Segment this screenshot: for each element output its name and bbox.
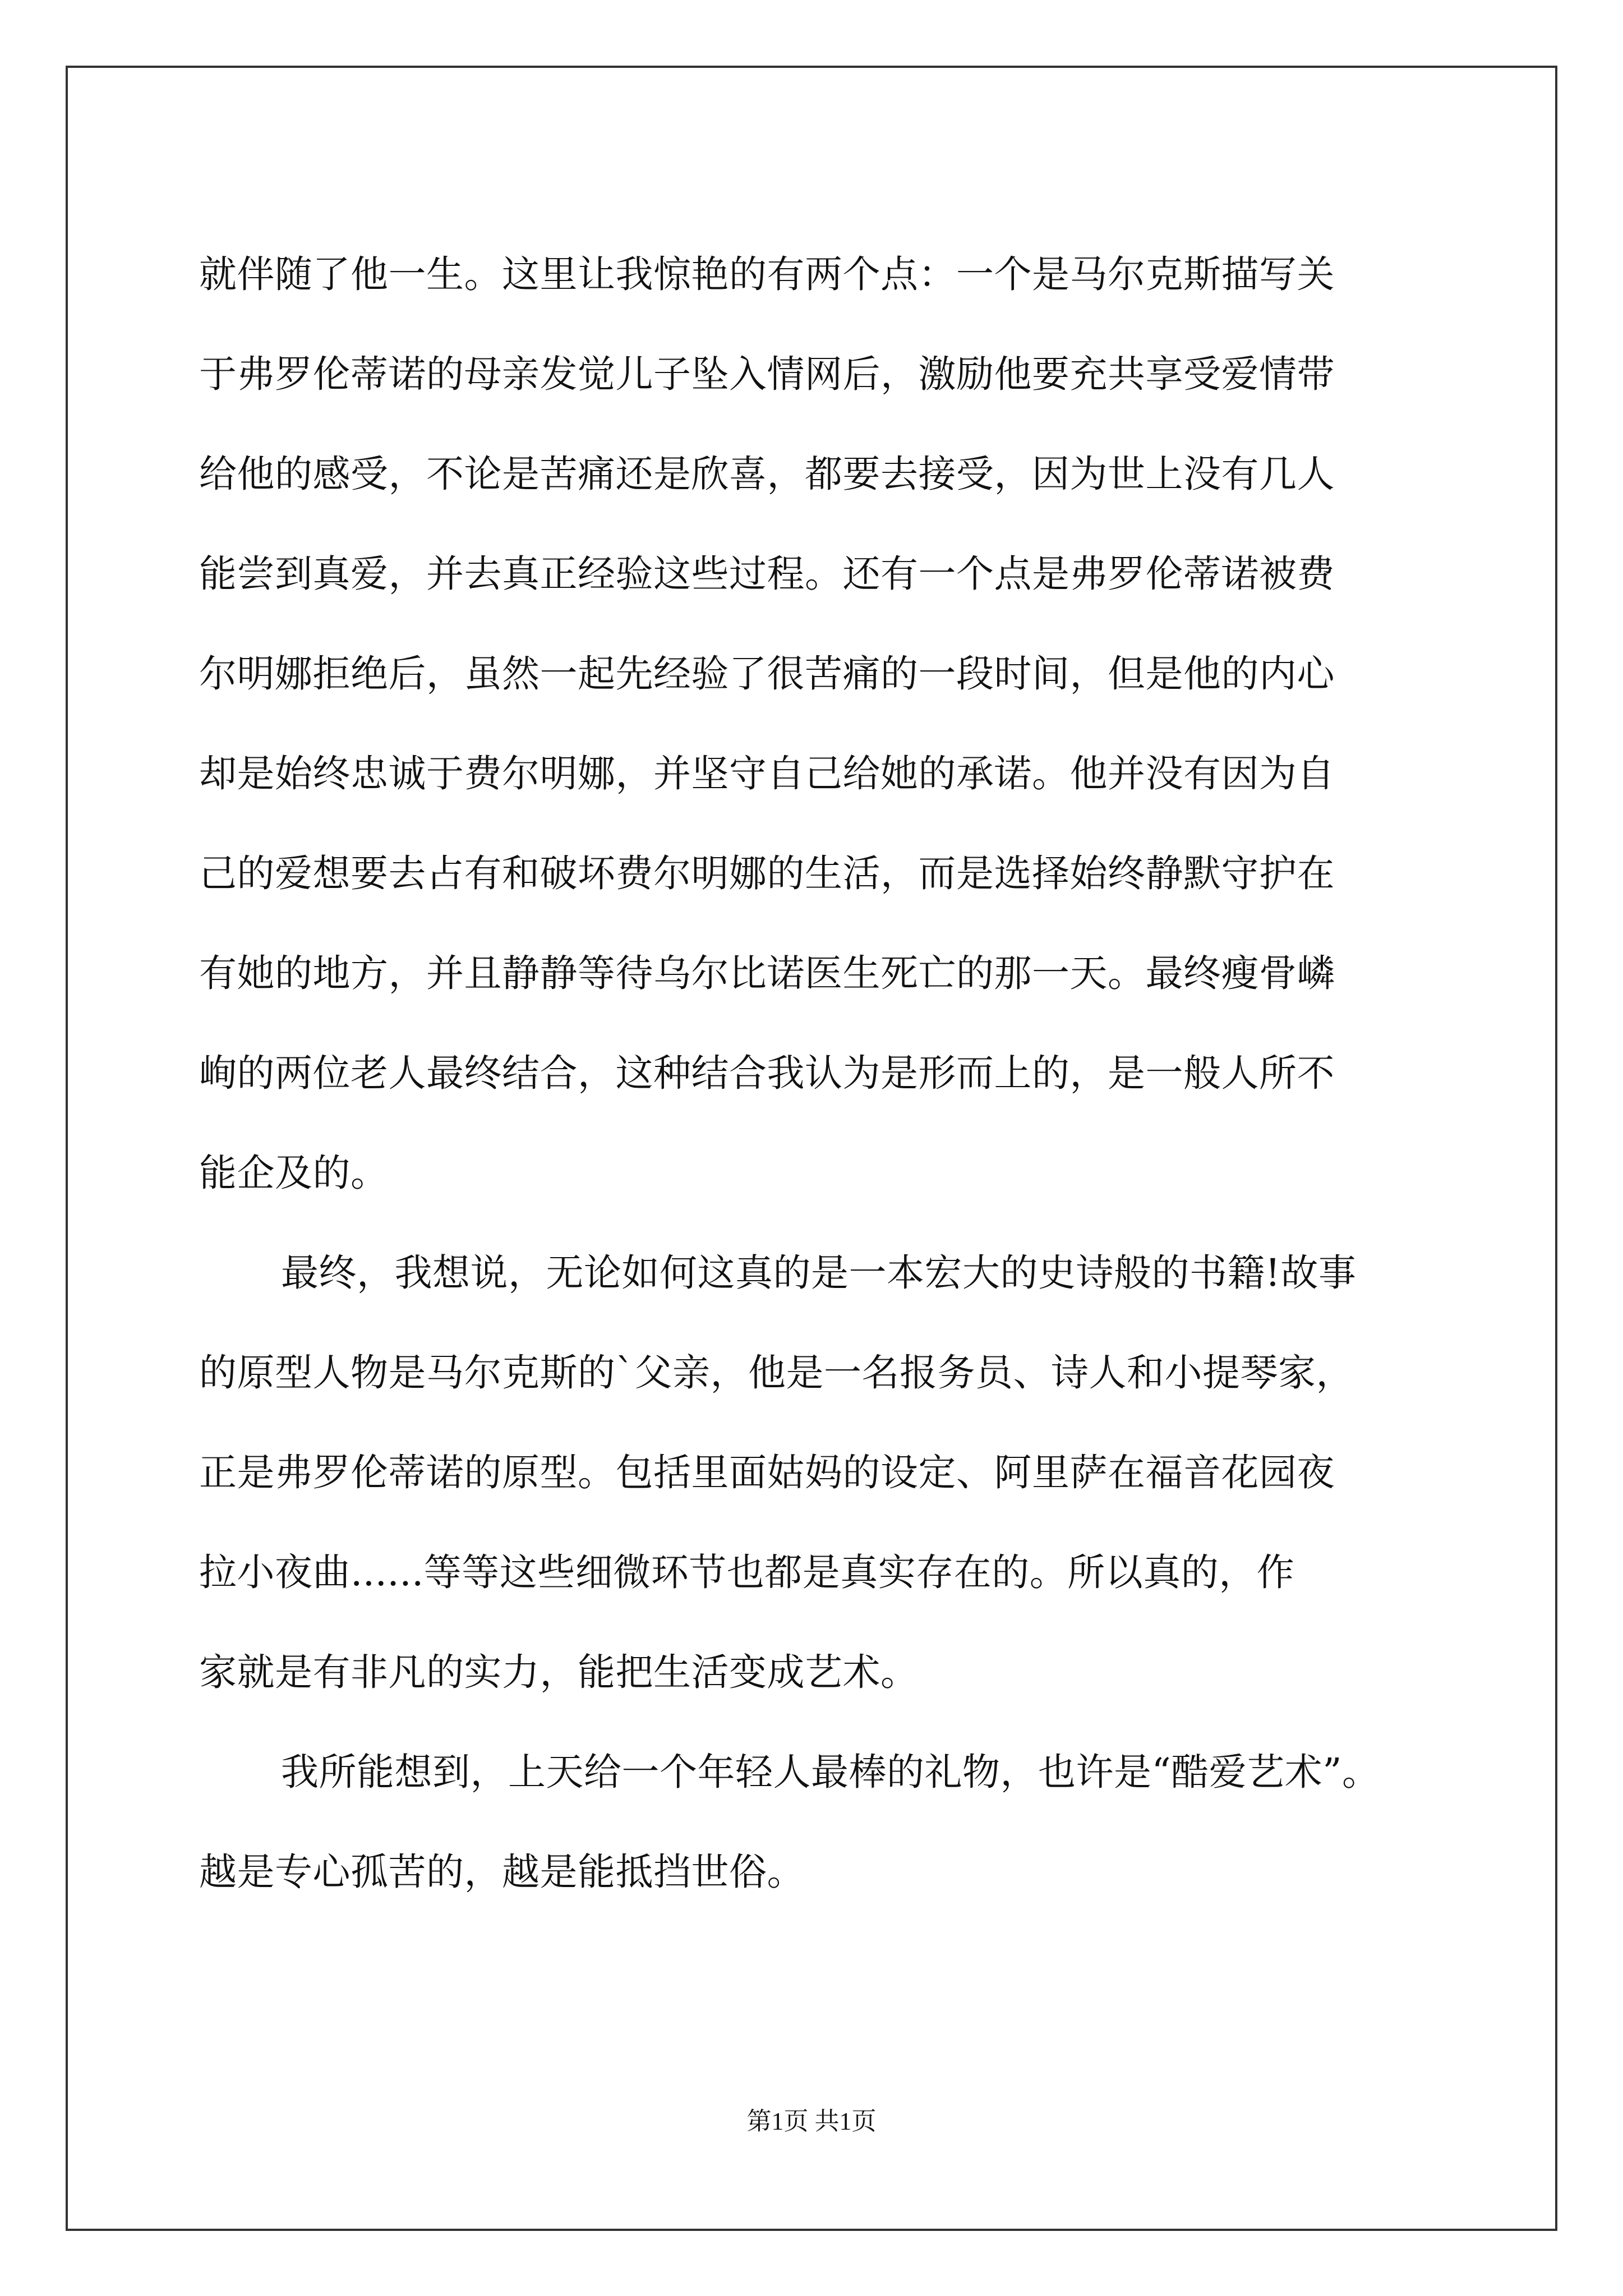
- text-line: 却是始终忠诚于费尔明娜，并坚守自己给她的承诺。他并没有因为自: [199, 752, 1335, 795]
- text-line: 我所能想到，上天给一个年轻人最棒的礼物，也许是“酷爱艺术”。: [281, 1750, 1380, 1794]
- text-line: 的原型人物是马尔克斯的`父亲，他是一名报务员、诗人和小提琴家，: [199, 1351, 1354, 1395]
- text-line: 峋的两位老人最终结合，这种结合我认为是形而上的，是一般人所不: [199, 1051, 1335, 1095]
- text-line: 拉小夜曲......等等这些细微环节也都是真实存在的。所以真的，作: [199, 1550, 1295, 1594]
- text-line: 就伴随了他一生。这里让我惊艳的有两个点：一个是马尔克斯描写关: [199, 252, 1335, 296]
- text-line: 尔明娜拒绝后，虽然一起先经验了很苦痛的一段时间，但是他的内心: [199, 652, 1335, 696]
- text-line: 正是弗罗伦蒂诺的原型。包括里面姑妈的设定、阿里萨在福音花园夜: [199, 1451, 1335, 1494]
- text-line: 己的爱想要去占有和破坏费尔明娜的生活，而是选择始终静默守护在: [199, 852, 1335, 895]
- text-line: 有她的地方，并且静静等待乌尔比诺医生死亡的那一天。最终瘦骨嶙: [199, 951, 1335, 995]
- text-line: 给他的感受，不论是苦痛还是欣喜，都要去接受，因为世上没有几人: [199, 452, 1335, 496]
- text-line: 最终，我想说，无论如何这真的是一本宏大的史诗般的书籍!故事: [281, 1251, 1357, 1295]
- text-line: 家就是有非凡的实力，能把生活变成艺术。: [199, 1650, 919, 1694]
- text-line: 能尝到真爱，并去真正经验这些过程。还有一个点是弗罗伦蒂诺被费: [199, 552, 1335, 596]
- text-line: 能企及的。: [199, 1151, 389, 1195]
- page-footer: 第1页 共1页: [746, 2108, 877, 2135]
- document-body: [199, 224, 1433, 1922]
- text-line: 于弗罗伦蒂诺的母亲发觉儿子坠入情网后，激励他要充共享受爱情带: [199, 352, 1335, 396]
- text-line: 越是专心孤苦的，越是能抵挡世俗。: [199, 1850, 805, 1894]
